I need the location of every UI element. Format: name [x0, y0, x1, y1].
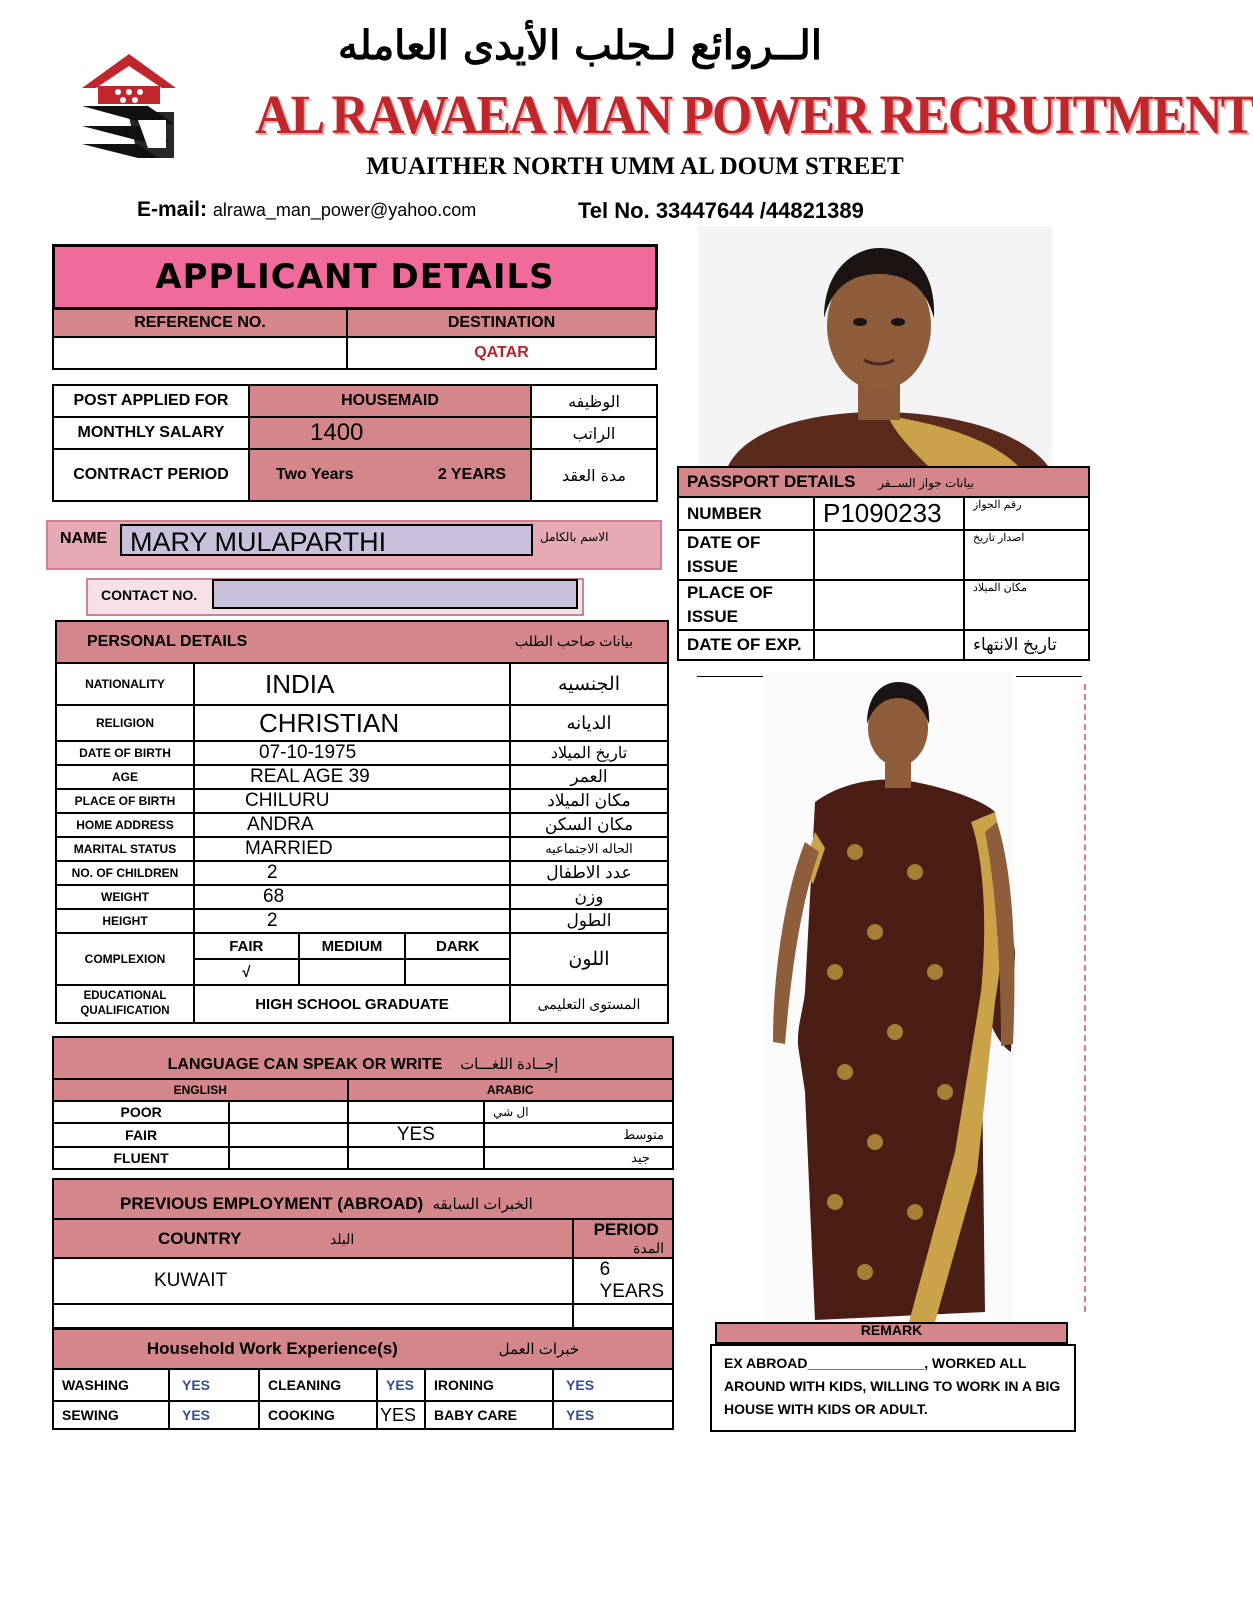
reference-label: REFERENCE NO. — [53, 309, 347, 337]
personal-header-label: PERSONAL DETAILS — [87, 633, 248, 650]
pob-label: PLACE OF BIRTH — [56, 789, 194, 813]
dob-value: 07-10-1975 — [194, 741, 510, 765]
passport-number-value: P1090233 — [814, 497, 964, 530]
lang-poor: POOR — [53, 1101, 229, 1123]
period-label-text: PERIOD — [593, 1220, 659, 1239]
passport-header-arabic: بيانات جواز الســفر — [878, 476, 974, 490]
home-label: HOME ADDRESS — [56, 813, 194, 837]
expiry-arabic: تاريخ الانتهاء — [964, 630, 1089, 660]
education-label — [56, 985, 194, 1023]
religion-label: RELIGION — [56, 705, 194, 741]
period-arabic: المدة — [633, 1240, 664, 1256]
personal-details-table — [55, 620, 669, 1024]
arabic-fair-label: متوسط — [484, 1123, 673, 1147]
children-arabic: عدد الاطفال — [510, 861, 668, 885]
marital-value: MARRIED — [194, 837, 510, 861]
education-arabic: المستوى التعليمى — [510, 985, 668, 1023]
contact-label: CONTACT NO. — [101, 587, 198, 603]
height-label: HEIGHT — [56, 909, 194, 933]
applicant-portrait-photo — [698, 226, 1052, 466]
education-label-2: QUALIFICATION — [80, 1005, 170, 1017]
complexion-fair-check: √ — [195, 959, 299, 984]
email — [137, 198, 476, 222]
household-header-arabic: خبرات العمل — [498, 1341, 580, 1358]
passport-table — [677, 466, 1090, 661]
weight-label: WEIGHT — [56, 885, 194, 909]
children-value: 2 — [194, 861, 510, 885]
complexion-dark-check — [405, 959, 509, 984]
complexion-dark[interactable]: DARK — [405, 934, 509, 959]
education-value: HIGH SCHOOL GRADUATE — [194, 985, 510, 1023]
name-field[interactable]: MARY MULAPARTHI — [120, 524, 533, 556]
arabic-fair-value: YES — [348, 1123, 485, 1147]
reference-table — [52, 308, 657, 370]
english-label: ENGLISH — [53, 1079, 348, 1101]
issue-place-value — [814, 580, 964, 630]
arabic-fluent-label: جيد — [484, 1147, 673, 1169]
english-fluent-value — [229, 1147, 347, 1169]
issue-place-arabic: مكان الميلاد — [964, 580, 1089, 630]
language-header — [53, 1037, 673, 1079]
arabic-label: ARABIC — [348, 1079, 673, 1101]
passport-header-label: PASSPORT DETAILS — [687, 472, 856, 491]
employment-period: 6 YEARS — [573, 1258, 673, 1304]
education-label-1: EDUCATIONAL — [83, 990, 167, 1002]
cleaning-label: CLEANING — [259, 1369, 377, 1401]
company-address: MUAITHER NORTH UMM AL DOUM STREET — [366, 153, 904, 180]
period-label — [573, 1219, 673, 1258]
email-label: E-mail: — [137, 198, 208, 221]
age-arabic: العمر — [510, 765, 668, 789]
language-header-arabic: إجــادة اللغـــات — [460, 1056, 559, 1073]
issue-date-label-1: DATE OF — [687, 533, 761, 552]
employment-header-arabic: الخبرات السابقه — [432, 1196, 533, 1213]
personal-header-arabic: بيانات صاحب الطلب — [514, 633, 633, 649]
employment-country-empty — [53, 1304, 573, 1328]
complexion-arabic: اللون — [510, 933, 668, 985]
expiry-value — [814, 630, 964, 660]
contract-arabic: مدة العقد — [531, 449, 657, 501]
employment-period-empty — [573, 1304, 673, 1328]
nationality-label: NATIONALITY — [56, 663, 194, 705]
age-value: REAL AGE 39 — [194, 765, 510, 789]
arabic-fluent-value — [348, 1147, 485, 1169]
passport-header — [678, 467, 1089, 497]
expiry-label: DATE OF EXP. — [678, 630, 814, 660]
religion-value: CHRISTIAN — [194, 705, 510, 741]
weight-value: 68 — [194, 885, 510, 909]
marital-label: MARITAL STATUS — [56, 837, 194, 861]
applicant-full-body-photo — [695, 672, 1089, 1326]
destination-value: QATAR — [347, 337, 656, 369]
children-label: NO. OF CHILDREN — [56, 861, 194, 885]
name-arabic: الاسم بالكامل — [540, 530, 609, 544]
household-header-label: Household Work Experience(s) — [146, 1339, 398, 1358]
washing-value: YES — [169, 1369, 259, 1401]
cooking-label: COOKING — [259, 1401, 377, 1429]
country-arabic: البلد — [329, 1230, 355, 1247]
post-value: HOUSEMAID — [249, 385, 531, 417]
country-label — [53, 1219, 573, 1258]
job-table — [52, 384, 658, 502]
pob-arabic: مكان الميلاد — [510, 789, 668, 813]
issue-date-value — [814, 530, 964, 580]
pob-value: CHILURU — [194, 789, 510, 813]
salary-value: 1400 — [249, 417, 531, 449]
ironing-label: IRONING — [425, 1369, 553, 1401]
passport-number-label: NUMBER — [678, 497, 814, 530]
babycare-value: YES — [553, 1401, 673, 1429]
english-fair-value — [229, 1123, 347, 1147]
email-value[interactable]: alrawa_man_power@yahoo.com — [212, 200, 477, 220]
marital-arabic: الحاله الاجتماعيه — [510, 837, 668, 861]
complexion-medium-check — [299, 959, 406, 984]
employment-header — [53, 1179, 673, 1219]
arabic-poor-label: ال شي — [484, 1101, 673, 1123]
home-arabic: مكان السكن — [510, 813, 668, 837]
complexion-label: COMPLEXION — [56, 933, 194, 985]
salary-label: MONTHLY SALARY — [53, 417, 249, 449]
company-name: AL RAWAEA MAN POWER RECRUITMENT — [255, 85, 1253, 146]
page-title: APPLICANT DETAILS — [52, 244, 658, 310]
telephone: Tel No. 33447644 /44821389 — [578, 198, 864, 223]
complexion-fair[interactable]: FAIR — [195, 934, 299, 959]
height-value: 2 — [194, 909, 510, 933]
nationality-value: INDIA — [194, 663, 510, 705]
contract-value: Two Years — [249, 449, 398, 501]
religion-arabic: الديانه — [510, 705, 668, 741]
sewing-value: YES — [169, 1401, 259, 1429]
weight-arabic: وزن — [510, 885, 668, 909]
washing-label: WASHING — [53, 1369, 169, 1401]
issue-date-label-2: ISSUE — [687, 557, 739, 576]
complexion-medium[interactable]: MEDIUM — [299, 934, 406, 959]
employment-country: KUWAIT — [53, 1258, 573, 1304]
issue-place-label-2: ISSUE — [687, 607, 739, 626]
salary-arabic: الراتب — [531, 417, 657, 449]
cooking-value: YES — [377, 1401, 425, 1429]
personal-header — [56, 621, 668, 663]
sewing-label: SEWING — [53, 1401, 169, 1429]
contract-years: 2 YEARS — [398, 449, 531, 501]
contact-field[interactable] — [212, 579, 578, 609]
babycare-label: BABY CARE — [425, 1401, 553, 1429]
nationality-arabic: الجنسيه — [510, 663, 668, 705]
dob-label: DATE OF BIRTH — [56, 741, 194, 765]
employment-table — [52, 1178, 674, 1353]
name-label: NAME — [60, 530, 108, 547]
language-header-label: LANGUAGE CAN SPEAK OR WRITE — [167, 1056, 443, 1073]
lang-fluent: FLUENT — [53, 1147, 229, 1169]
issue-date-arabic: اصدار تاريخ — [964, 530, 1089, 580]
home-value: ANDRA — [194, 813, 510, 837]
issue-date-label — [678, 530, 814, 580]
post-arabic: الوظيفه — [531, 385, 657, 417]
passport-number-arabic: رقم الجواز — [964, 497, 1089, 530]
company-name-arabic: الــروائع لـجلب الأيدى العامله — [338, 22, 822, 69]
issue-place-label-1: PLACE OF — [687, 583, 773, 602]
arabic-poor-value — [348, 1101, 485, 1123]
destination-label: DESTINATION — [347, 309, 656, 337]
height-arabic: الطول — [510, 909, 668, 933]
remark-text: EX ABROAD_______________, WORKED ALL AROUND WITH KIDS, WILLING TO WORK IN A BIG HOUSE WITH KIDS OR ADULT. — [710, 1344, 1076, 1432]
ironing-value: YES — [553, 1369, 673, 1401]
complexion-options — [194, 933, 510, 985]
language-table — [52, 1036, 674, 1170]
household-header — [53, 1329, 673, 1369]
contract-label: CONTRACT PERIOD — [53, 449, 249, 501]
lang-fair: FAIR — [53, 1123, 229, 1147]
dob-arabic: تاريخ الميلاد — [510, 741, 668, 765]
household-table — [52, 1328, 674, 1430]
remark-header: REMARK — [715, 1322, 1068, 1344]
post-label: POST APPLIED FOR — [53, 385, 249, 417]
english-poor-value — [229, 1101, 347, 1123]
issue-place-label — [678, 580, 814, 630]
employment-header-label: PREVIOUS EMPLOYMENT (ABROAD) — [120, 1194, 424, 1213]
age-label: AGE — [56, 765, 194, 789]
reference-value — [53, 337, 347, 369]
company-logo — [78, 52, 180, 164]
country-label-text: COUNTRY — [158, 1228, 242, 1248]
cleaning-value: YES — [377, 1369, 425, 1401]
